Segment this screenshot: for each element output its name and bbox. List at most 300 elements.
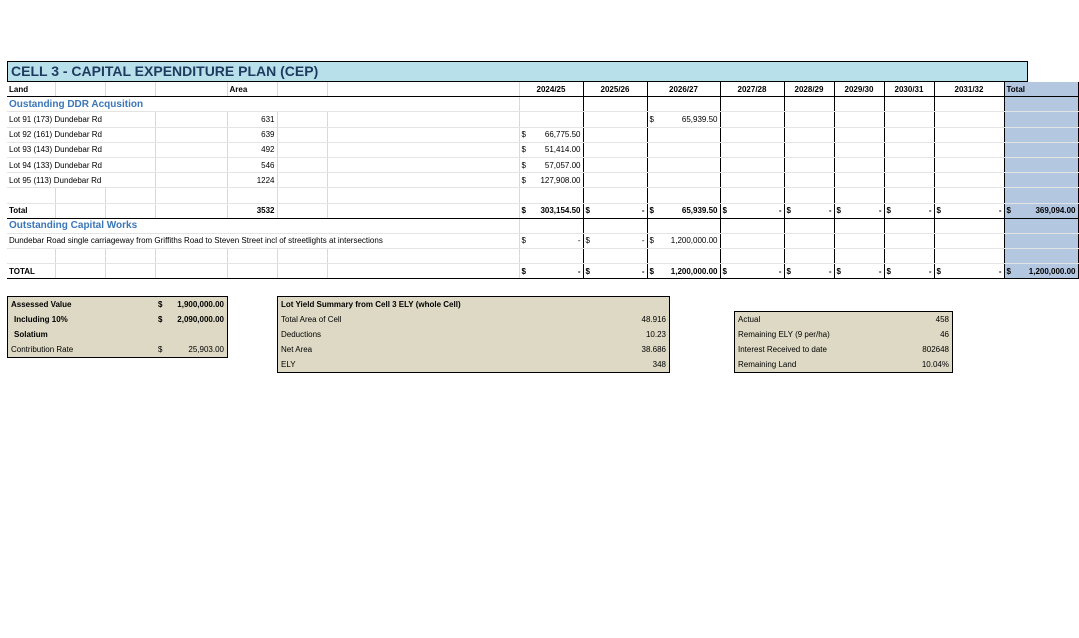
total-row xyxy=(7,203,1078,218)
cell-text: $ xyxy=(886,266,891,276)
table-cell xyxy=(884,249,934,264)
table-cell xyxy=(784,127,834,142)
table-cell xyxy=(834,157,884,172)
total-year-value: - xyxy=(998,206,1002,216)
table-cell xyxy=(277,112,327,127)
table-cell xyxy=(884,142,934,157)
table-cell xyxy=(327,249,519,264)
table-cell xyxy=(647,218,720,233)
total-year-value: 303,154.50 xyxy=(540,206,581,216)
cell-text: $ xyxy=(722,266,727,276)
total-area: 3532 xyxy=(227,203,277,218)
assessed-row xyxy=(8,297,227,312)
lot-area: 492 xyxy=(227,142,277,157)
cell-text: 802648 xyxy=(922,345,949,354)
table-cell xyxy=(155,157,227,172)
table-cell xyxy=(277,173,327,188)
table-cell xyxy=(720,127,784,142)
table-cell xyxy=(647,112,720,127)
lot-yield-row xyxy=(278,327,669,342)
table-cell xyxy=(720,142,784,157)
cell-text: $ xyxy=(786,206,791,216)
table-cell xyxy=(55,264,105,279)
table-cell xyxy=(784,218,834,233)
money-cell xyxy=(522,128,581,141)
table-cell xyxy=(784,233,834,248)
table-cell xyxy=(647,188,720,203)
table-cell xyxy=(720,173,784,188)
table-cell xyxy=(519,233,583,248)
header-year: 2026/27 xyxy=(647,82,720,97)
grand-year-value: - xyxy=(878,266,882,276)
table-row xyxy=(7,173,1078,188)
table-cell xyxy=(884,112,934,127)
cell-text: $ xyxy=(585,236,590,246)
table-cell xyxy=(1004,188,1078,203)
table-cell xyxy=(834,173,884,188)
table-cell xyxy=(934,112,1004,127)
table-cell xyxy=(105,264,155,279)
cell-text: $ xyxy=(158,345,163,354)
cell-text: $ xyxy=(649,114,654,124)
table-cell xyxy=(55,188,105,203)
sheet-title: CELL 3 - CAPITAL EXPENDITURE PLAN (CEP) xyxy=(7,61,1028,82)
table-cell xyxy=(155,112,227,127)
table-cell xyxy=(277,127,327,142)
table-cell xyxy=(327,127,519,142)
table-cell xyxy=(55,249,105,264)
table-row xyxy=(7,233,1078,248)
money-cell xyxy=(787,204,832,217)
table-cell xyxy=(1004,264,1078,279)
table-cell xyxy=(519,173,583,188)
table-cell xyxy=(583,173,647,188)
header-land: Land xyxy=(7,82,55,97)
table-cell xyxy=(227,264,277,279)
table-cell xyxy=(934,157,1004,172)
header-year: 2030/31 xyxy=(884,82,934,97)
table-cell xyxy=(720,157,784,172)
header-year: 2025/26 xyxy=(583,82,647,97)
table-cell xyxy=(519,142,583,157)
table-cell xyxy=(784,203,834,218)
table-cell xyxy=(884,97,934,112)
table-cell xyxy=(1004,142,1078,157)
table-cell xyxy=(7,188,55,203)
table-cell xyxy=(519,127,583,142)
table-cell xyxy=(784,97,834,112)
table-cell xyxy=(647,127,720,142)
grand-year-value: - xyxy=(577,266,581,276)
cell-text: $ xyxy=(158,315,163,324)
cell-text: $ xyxy=(649,206,654,216)
cell-text: $ xyxy=(521,145,526,155)
cell-text: $ xyxy=(158,300,163,309)
total-year-value: 65,939.50 xyxy=(681,206,718,216)
table-cell xyxy=(277,82,327,97)
works-label: Dundebar Road single carriageway from Griffiths Road to Steven Street incl of streetlights at intersections xyxy=(7,233,519,248)
cep-sheet xyxy=(7,61,1076,279)
table-cell xyxy=(327,203,519,218)
table-cell xyxy=(583,264,647,279)
cell-text: $ xyxy=(836,266,841,276)
table-cell xyxy=(834,127,884,142)
table-cell xyxy=(519,188,583,203)
money-cell xyxy=(650,265,718,278)
grand-total-sum: 1,200,000.00 xyxy=(1028,266,1076,276)
cell-text: $ xyxy=(836,206,841,216)
cell-text: 38.686 xyxy=(641,345,666,354)
table-row xyxy=(7,112,1078,127)
grand-year-value: 1,200,000.00 xyxy=(670,266,718,276)
table-cell xyxy=(784,157,834,172)
table-cell xyxy=(277,264,327,279)
cell-text: $ xyxy=(521,236,526,246)
empty-row xyxy=(7,188,1078,203)
header-year: 2028/29 xyxy=(784,82,834,97)
table-cell xyxy=(934,233,1004,248)
table-cell xyxy=(155,127,227,142)
money-cell xyxy=(650,204,718,217)
table-cell xyxy=(277,142,327,157)
grand-year-value: - xyxy=(828,266,832,276)
table-cell xyxy=(327,264,519,279)
lot-yield-row xyxy=(278,312,669,327)
table-cell xyxy=(647,233,720,248)
cell-text: 46 xyxy=(940,330,949,339)
table-cell xyxy=(784,264,834,279)
table-cell xyxy=(519,264,583,279)
lot-land: Lot 94 (133) Dundebar Rd xyxy=(7,157,155,172)
table-cell xyxy=(1004,249,1078,264)
table-cell xyxy=(720,188,784,203)
money-cell xyxy=(837,265,882,278)
cell-text: Total Area of Cell xyxy=(281,315,342,324)
lot-area: 546 xyxy=(227,157,277,172)
works-value: - xyxy=(577,236,581,246)
assessed-value-box xyxy=(7,296,228,358)
total-year-value: - xyxy=(828,206,832,216)
total-label: Total xyxy=(7,203,55,218)
total-year-value: - xyxy=(778,206,782,216)
table-cell xyxy=(105,203,155,218)
money-cell xyxy=(586,265,645,278)
cell-text: Net Area xyxy=(281,345,313,354)
cell-text: $ xyxy=(886,206,891,216)
grand-year-value: - xyxy=(778,266,782,276)
section-ddr xyxy=(7,97,1078,112)
table-cell xyxy=(155,203,227,218)
table-cell xyxy=(834,264,884,279)
table-cell xyxy=(934,188,1004,203)
assessed-row xyxy=(8,342,227,357)
grand-year-value: - xyxy=(998,266,1002,276)
table-cell xyxy=(227,249,277,264)
table-cell xyxy=(583,127,647,142)
lot-yield-box xyxy=(277,296,670,373)
money-cell xyxy=(586,234,645,247)
cell-text: $ xyxy=(521,175,526,185)
table-cell xyxy=(1004,157,1078,172)
table-row xyxy=(7,157,1078,172)
table-cell xyxy=(934,142,1004,157)
table-cell xyxy=(519,157,583,172)
lot-land: Lot 92 (161) Dundebar Rd xyxy=(7,127,155,142)
actual-row xyxy=(735,327,952,342)
table-cell xyxy=(834,249,884,264)
table-cell xyxy=(834,233,884,248)
table-cell xyxy=(884,188,934,203)
money-cell xyxy=(522,143,581,156)
money-cell xyxy=(887,204,932,217)
cell-text: Contribution Rate xyxy=(11,345,74,354)
table-cell xyxy=(884,127,934,142)
table-cell xyxy=(720,112,784,127)
money-cell xyxy=(1007,265,1076,278)
money-cell xyxy=(937,204,1002,217)
header-year: 2027/28 xyxy=(720,82,784,97)
lot-yield-row xyxy=(278,357,669,372)
lot-value: 66,775.50 xyxy=(544,130,581,140)
table-cell xyxy=(934,264,1004,279)
table-cell xyxy=(1004,127,1078,142)
table-cell xyxy=(884,157,934,172)
table-cell xyxy=(327,112,519,127)
table-cell xyxy=(934,249,1004,264)
table-cell xyxy=(519,218,583,233)
table-cell xyxy=(834,218,884,233)
money-cell xyxy=(1007,204,1076,217)
table-cell xyxy=(519,203,583,218)
table-cell xyxy=(277,157,327,172)
table-cell xyxy=(327,157,519,172)
table-cell xyxy=(784,173,834,188)
table-cell xyxy=(583,218,647,233)
cell-text: 2,090,000.00 xyxy=(177,315,224,324)
money-cell xyxy=(787,265,832,278)
table-cell xyxy=(277,203,327,218)
table-cell xyxy=(934,173,1004,188)
table-cell xyxy=(327,173,519,188)
table-cell xyxy=(834,142,884,157)
actual-row xyxy=(735,357,952,372)
cep-table xyxy=(7,82,1079,279)
table-cell xyxy=(1004,112,1078,127)
cell-text: $ xyxy=(649,266,654,276)
section-ddr-label: Oustanding DDR Acqusition xyxy=(7,97,519,112)
cell-text: $ xyxy=(521,266,526,276)
cell-text: Remaining Land xyxy=(738,360,797,369)
table-cell xyxy=(1004,218,1078,233)
table-cell xyxy=(583,203,647,218)
table-cell xyxy=(583,142,647,157)
table-cell xyxy=(155,82,227,97)
works-value: - xyxy=(641,236,645,246)
table-cell xyxy=(884,264,934,279)
cell-text: 348 xyxy=(652,360,666,369)
header-year: 2029/30 xyxy=(834,82,884,97)
table-cell xyxy=(834,97,884,112)
table-cell xyxy=(583,157,647,172)
table-cell xyxy=(934,203,1004,218)
table-row xyxy=(7,142,1078,157)
cell-text: $ xyxy=(722,206,727,216)
table-cell xyxy=(155,188,227,203)
cell-text: Remaining ELY (9 per/ha) xyxy=(738,330,830,339)
header-year: 2031/32 xyxy=(934,82,1004,97)
money-cell xyxy=(522,265,581,278)
table-cell xyxy=(1004,203,1078,218)
table-cell xyxy=(784,249,834,264)
table-cell xyxy=(583,97,647,112)
table-cell xyxy=(647,173,720,188)
table-cell xyxy=(519,97,583,112)
cell-text: $ xyxy=(521,130,526,140)
money-cell xyxy=(937,265,1002,278)
money-cell xyxy=(723,204,782,217)
lot-value: 127,908.00 xyxy=(540,175,581,185)
cell-text: ELY xyxy=(281,360,296,369)
table-cell xyxy=(155,264,227,279)
table-cell xyxy=(519,112,583,127)
lot-area: 1224 xyxy=(227,173,277,188)
money-cell xyxy=(723,265,782,278)
table-cell xyxy=(55,203,105,218)
cell-text: 25,903.00 xyxy=(188,345,224,354)
lot-land: Lot 93 (143) Dundebar Rd xyxy=(7,142,155,157)
table-cell xyxy=(583,112,647,127)
cell-text: $ xyxy=(585,266,590,276)
cell-text: Solatium xyxy=(14,330,48,339)
table-cell xyxy=(834,112,884,127)
table-cell xyxy=(647,264,720,279)
cell-text: 10.23 xyxy=(645,330,666,339)
table-cell xyxy=(647,157,720,172)
money-cell xyxy=(837,204,882,217)
table-cell xyxy=(327,188,519,203)
cell-text: $ xyxy=(936,206,941,216)
money-cell xyxy=(522,159,581,172)
grand-total-label: TOTAL xyxy=(7,264,55,279)
cell-text: $ xyxy=(521,206,526,216)
table-cell xyxy=(327,142,519,157)
table-cell xyxy=(647,97,720,112)
header-row xyxy=(7,82,1078,97)
assessed-row xyxy=(8,327,227,342)
table-cell xyxy=(884,203,934,218)
cell-text: Actual xyxy=(738,315,761,324)
table-cell xyxy=(720,218,784,233)
total-year-value: - xyxy=(928,206,932,216)
table-cell xyxy=(647,203,720,218)
cell-text: $ xyxy=(786,266,791,276)
header-area: Area xyxy=(227,82,277,97)
table-cell xyxy=(105,82,155,97)
lot-area: 631 xyxy=(227,112,277,127)
table-cell xyxy=(105,249,155,264)
table-cell xyxy=(519,249,583,264)
actual-box xyxy=(734,311,953,373)
table-cell xyxy=(1004,173,1078,188)
table-cell xyxy=(834,203,884,218)
table-cell xyxy=(720,249,784,264)
money-cell xyxy=(887,265,932,278)
actual-row xyxy=(735,312,952,327)
actual-row xyxy=(735,342,952,357)
table-cell xyxy=(1004,97,1078,112)
table-row xyxy=(7,127,1078,142)
table-cell xyxy=(155,249,227,264)
lot-area: 639 xyxy=(227,127,277,142)
header-total: Total xyxy=(1004,82,1078,97)
lot-value: 65,939.50 xyxy=(681,114,718,124)
table-cell xyxy=(583,233,647,248)
table-cell xyxy=(784,112,834,127)
money-cell xyxy=(522,174,581,187)
table-cell xyxy=(934,127,1004,142)
money-cell xyxy=(650,113,718,126)
table-cell xyxy=(720,233,784,248)
cell-text: $ xyxy=(1006,266,1011,276)
cell-text: Including 10% xyxy=(14,315,68,324)
header-year: 2024/25 xyxy=(519,82,583,97)
table-cell xyxy=(327,82,519,97)
table-cell xyxy=(934,218,1004,233)
table-cell xyxy=(784,142,834,157)
grand-year-value: - xyxy=(641,266,645,276)
lot-yield-row xyxy=(278,342,669,357)
lot-yield-heading: Lot Yield Summary from Cell 3 ELY (whole Cell) xyxy=(281,300,461,309)
lot-land: Lot 91 (173) Dundebar Rd xyxy=(7,112,155,127)
cell-text: 458 xyxy=(935,315,949,324)
total-year-value: - xyxy=(641,206,645,216)
cell-text: 10.04% xyxy=(921,360,949,369)
lot-value: 57,057.00 xyxy=(544,160,581,170)
lot-land: Lot 95 (113) Dundebar Rd xyxy=(7,173,155,188)
assessed-row xyxy=(8,312,227,327)
table-cell xyxy=(227,188,277,203)
table-cell xyxy=(720,264,784,279)
money-cell xyxy=(650,234,718,247)
grand-total-row xyxy=(7,264,1078,279)
table-cell xyxy=(884,173,934,188)
table-cell xyxy=(884,233,934,248)
total-year-value: - xyxy=(878,206,882,216)
money-cell xyxy=(522,204,581,217)
table-cell xyxy=(647,142,720,157)
table-cell xyxy=(155,142,227,157)
empty-row xyxy=(7,249,1078,264)
table-cell xyxy=(277,249,327,264)
cell-text: Interest Received to date xyxy=(738,345,827,354)
table-cell xyxy=(784,188,834,203)
table-cell xyxy=(7,249,55,264)
cell-text: $ xyxy=(649,236,654,246)
cell-text: $ xyxy=(936,266,941,276)
table-cell xyxy=(720,203,784,218)
table-cell xyxy=(647,249,720,264)
table-cell xyxy=(55,82,105,97)
money-cell xyxy=(522,234,581,247)
section-works-label: Outstanding Capital Works xyxy=(7,218,519,233)
cell-text: 48.916 xyxy=(641,315,666,324)
works-value: 1,200,000.00 xyxy=(670,236,718,246)
section-capital-works xyxy=(7,218,1078,233)
table-cell xyxy=(1004,233,1078,248)
cell-text: $ xyxy=(521,160,526,170)
table-cell xyxy=(834,188,884,203)
cell-text: Deductions xyxy=(281,330,322,339)
